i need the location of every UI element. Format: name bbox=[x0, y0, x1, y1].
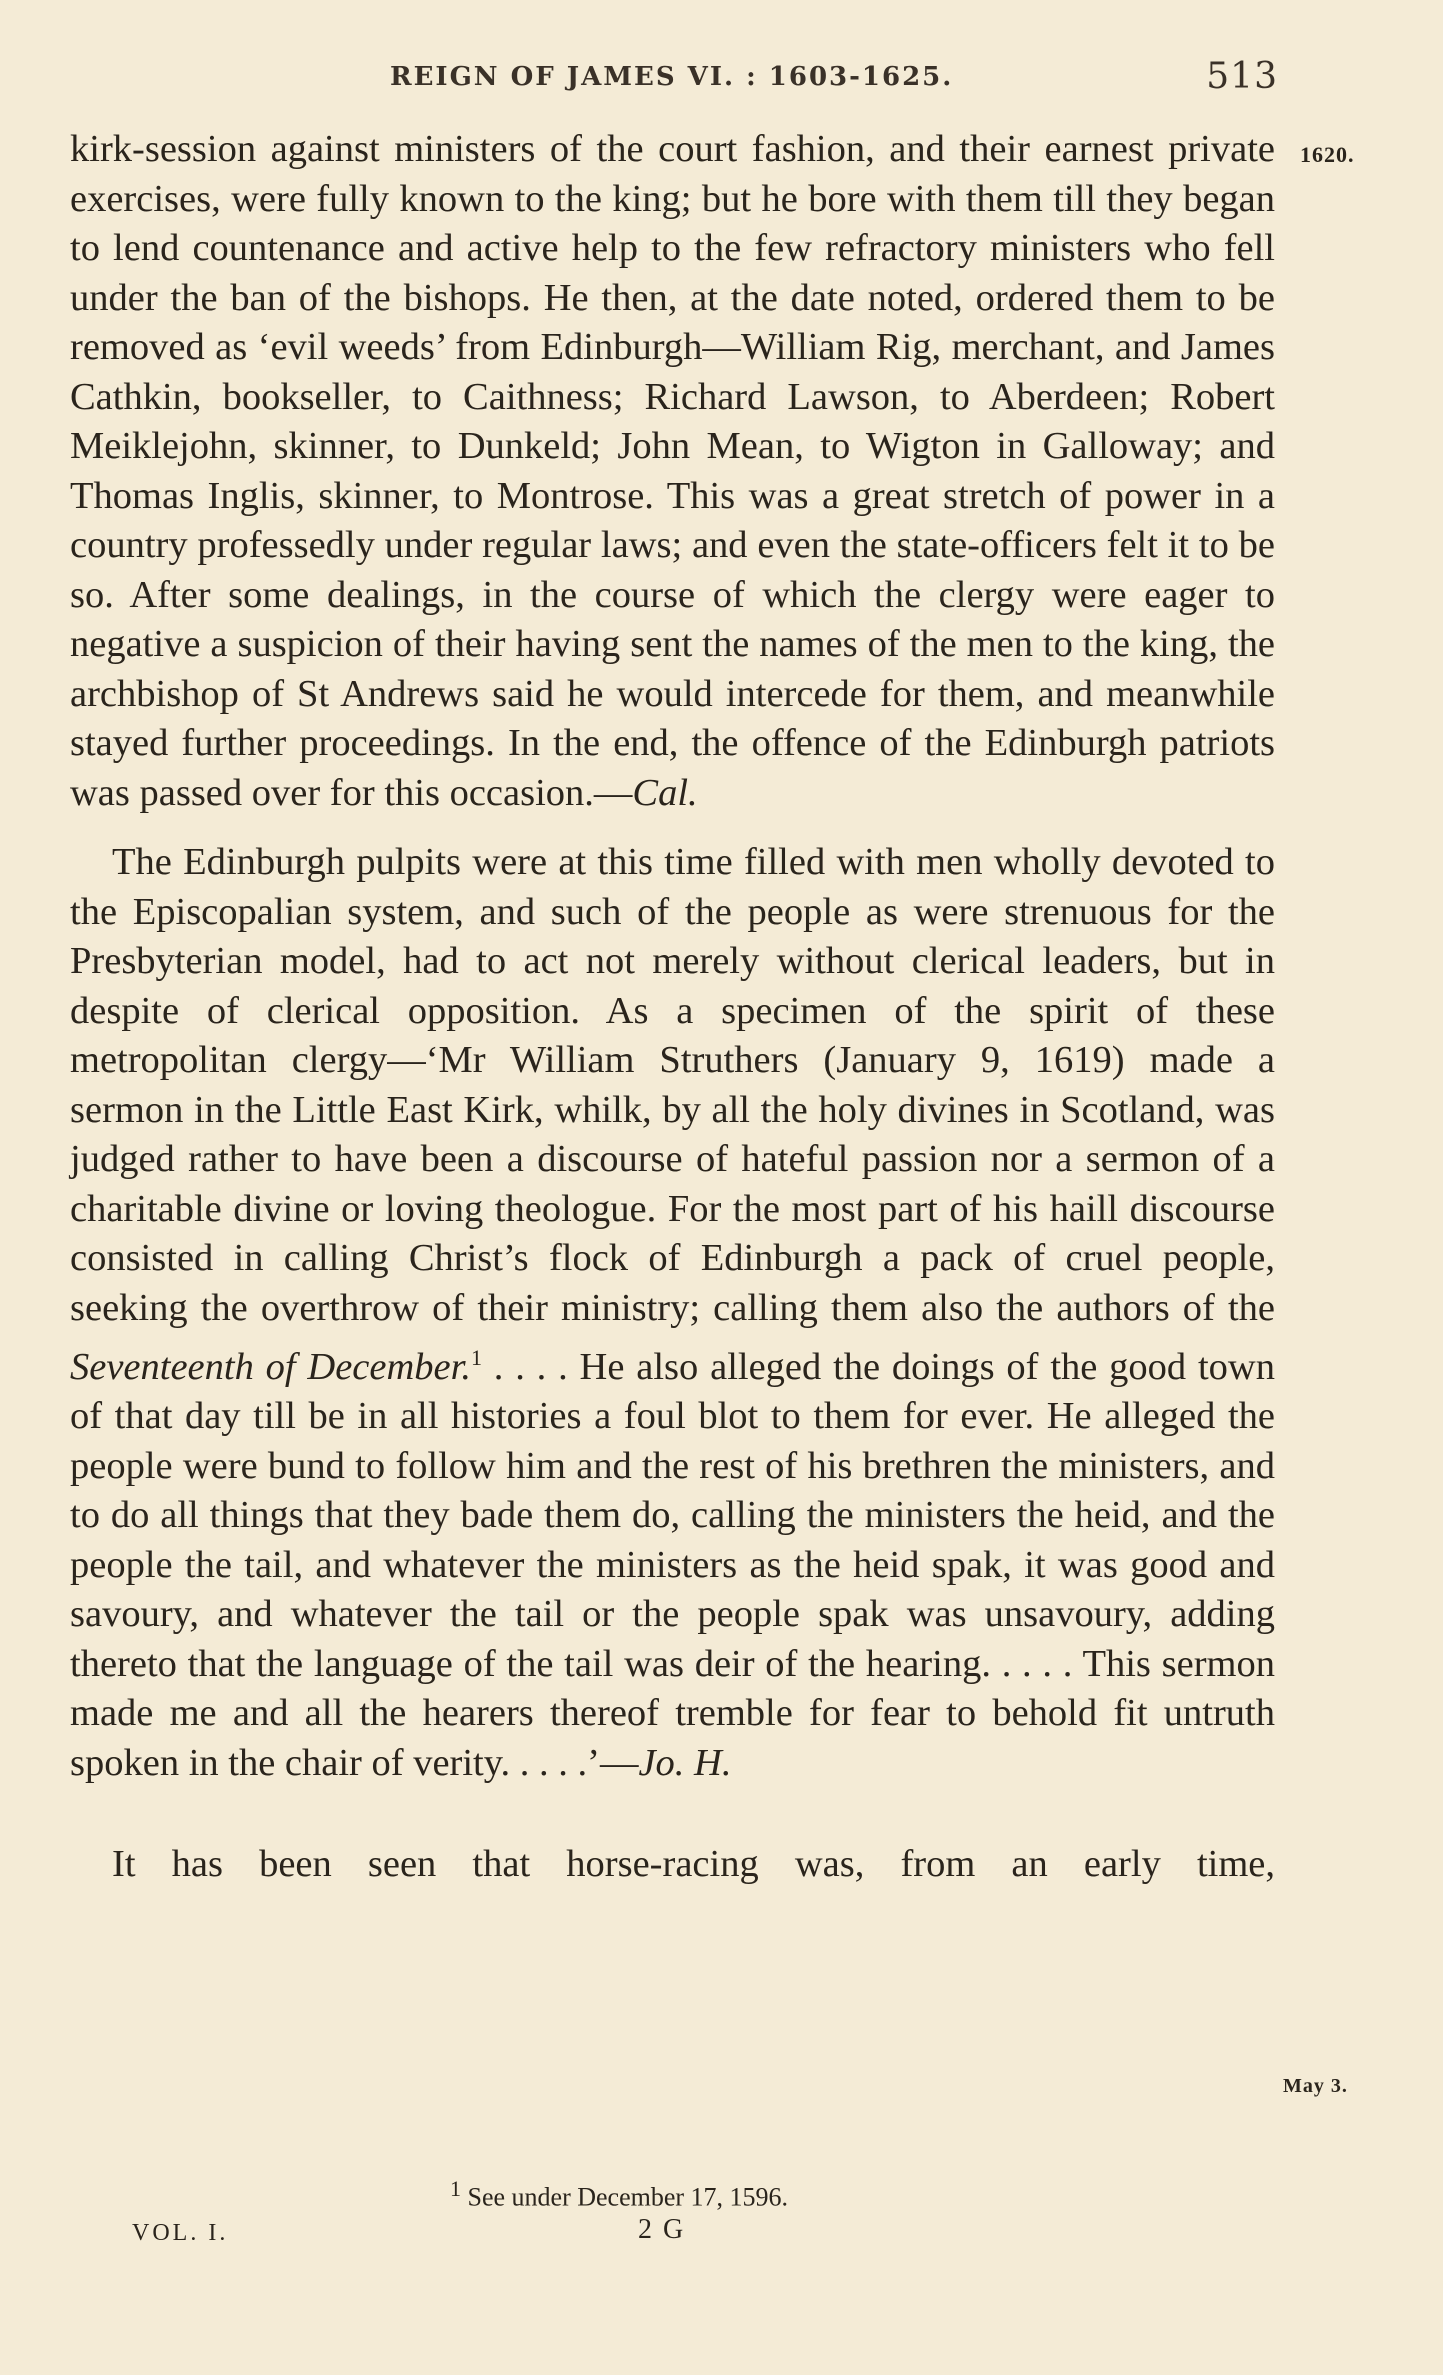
italic-phrase: Seventeenth of December. bbox=[70, 1345, 471, 1388]
paragraph-1-text: kirk-session against ministers of the court fashion, and their earnest private exercises, were fully known to the king; but he bore with them till they began to lend countenance and active help to the few refractory ministers who fell under the ban of the bishops. He then, at the date noted, ordered them to be removed as ‘evil weeds’ from Edinburgh—William Rig, merchant, and James Cathkin, bookseller, to Caithness; Richard Lawson, to Aberdeen; Robert Meiklejohn, skinner, to Dunkeld; John Mean, to Wigton in Galloway; and Thomas Inglis, skinner, to Montrose. This was a great stretch of power in a country professedly under regular laws; and even the state-officers felt it to be so. After some dealings, in the course of which the clergy were eager to negative a suspicion of their having sent the names of the men to the king, the archbishop of St Andrews said he would intercede for them, and meanwhile stayed further proceedings. In the end, the offence of the Edinburgh patriots was passed over for this occasion.— bbox=[70, 128, 1275, 814]
source-citation: Jo. H. bbox=[638, 1741, 732, 1784]
footnote bbox=[450, 2176, 788, 2213]
footnote-marker: 1 bbox=[450, 2176, 461, 2201]
margin-note-date: May 3. bbox=[1283, 2075, 1348, 2097]
margin-note-year: 1620. bbox=[1300, 142, 1355, 167]
paragraph-2-text-b: . . . . He also alleged the doings of the good town of that day till be in all histories a foul blot to them for ever. He alleged the people were bund to follow him and the rest of his brethren the ministers, and to do all things that they bade them do, calling the ministers the heid, and the people the tail, and whatever the ministers as the heid spak, it was good and savoury, and whatever the tail or the people spak was unsavoury, adding thereto that the language of the tail was deir of the hearing. . . . . This sermon made me and all the hearers thereof tremble for fear to behold fit untruth spoken in the chair of verity. . . . .’— bbox=[70, 1345, 1275, 1784]
volume-label: VOL. I. bbox=[132, 2220, 229, 2246]
page-number: 513 bbox=[1206, 56, 1278, 97]
paragraph-2-text-a: The Edinburgh pulpits were at this time filled with men wholly devoted to the Episcopalian system, and such of the people as were strenuous for the Presbyterian model, had to act not merely without clerical leaders, but in despite of clerical opposition. As a specimen of the spirit of these metropolitan clergy—‘Mr William Struthers (January 9, 1619) made a sermon in the Little East Kirk, whilk, by all the holy divines in Scotland, was judged rather to have been a discourse of hateful passion nor a sermon of a charitable divine or loving theologue. For the most part of his haill discourse consisted in calling Christ’s flock of Edinburgh a pack of cruel people, seeking the overthrow of their ministry; calling them also the authors of the bbox=[70, 841, 1275, 1329]
running-header bbox=[390, 56, 1290, 97]
footnote-reference: 1 bbox=[470, 1345, 482, 1370]
paragraph-1 bbox=[70, 125, 1275, 818]
paragraph-3: It has been seen that horse-racing was, from an early time, bbox=[112, 1843, 1275, 1886]
signature-mark: 2 G bbox=[638, 2214, 686, 2245]
body-text bbox=[70, 125, 1275, 1890]
running-title: REIGN OF JAMES VI. : 1603-1625. bbox=[390, 62, 954, 92]
footnote-text: See under December 17, 1596. bbox=[467, 2182, 789, 2212]
source-citation: Cal. bbox=[632, 771, 698, 814]
paragraph-2 bbox=[70, 838, 1275, 1788]
